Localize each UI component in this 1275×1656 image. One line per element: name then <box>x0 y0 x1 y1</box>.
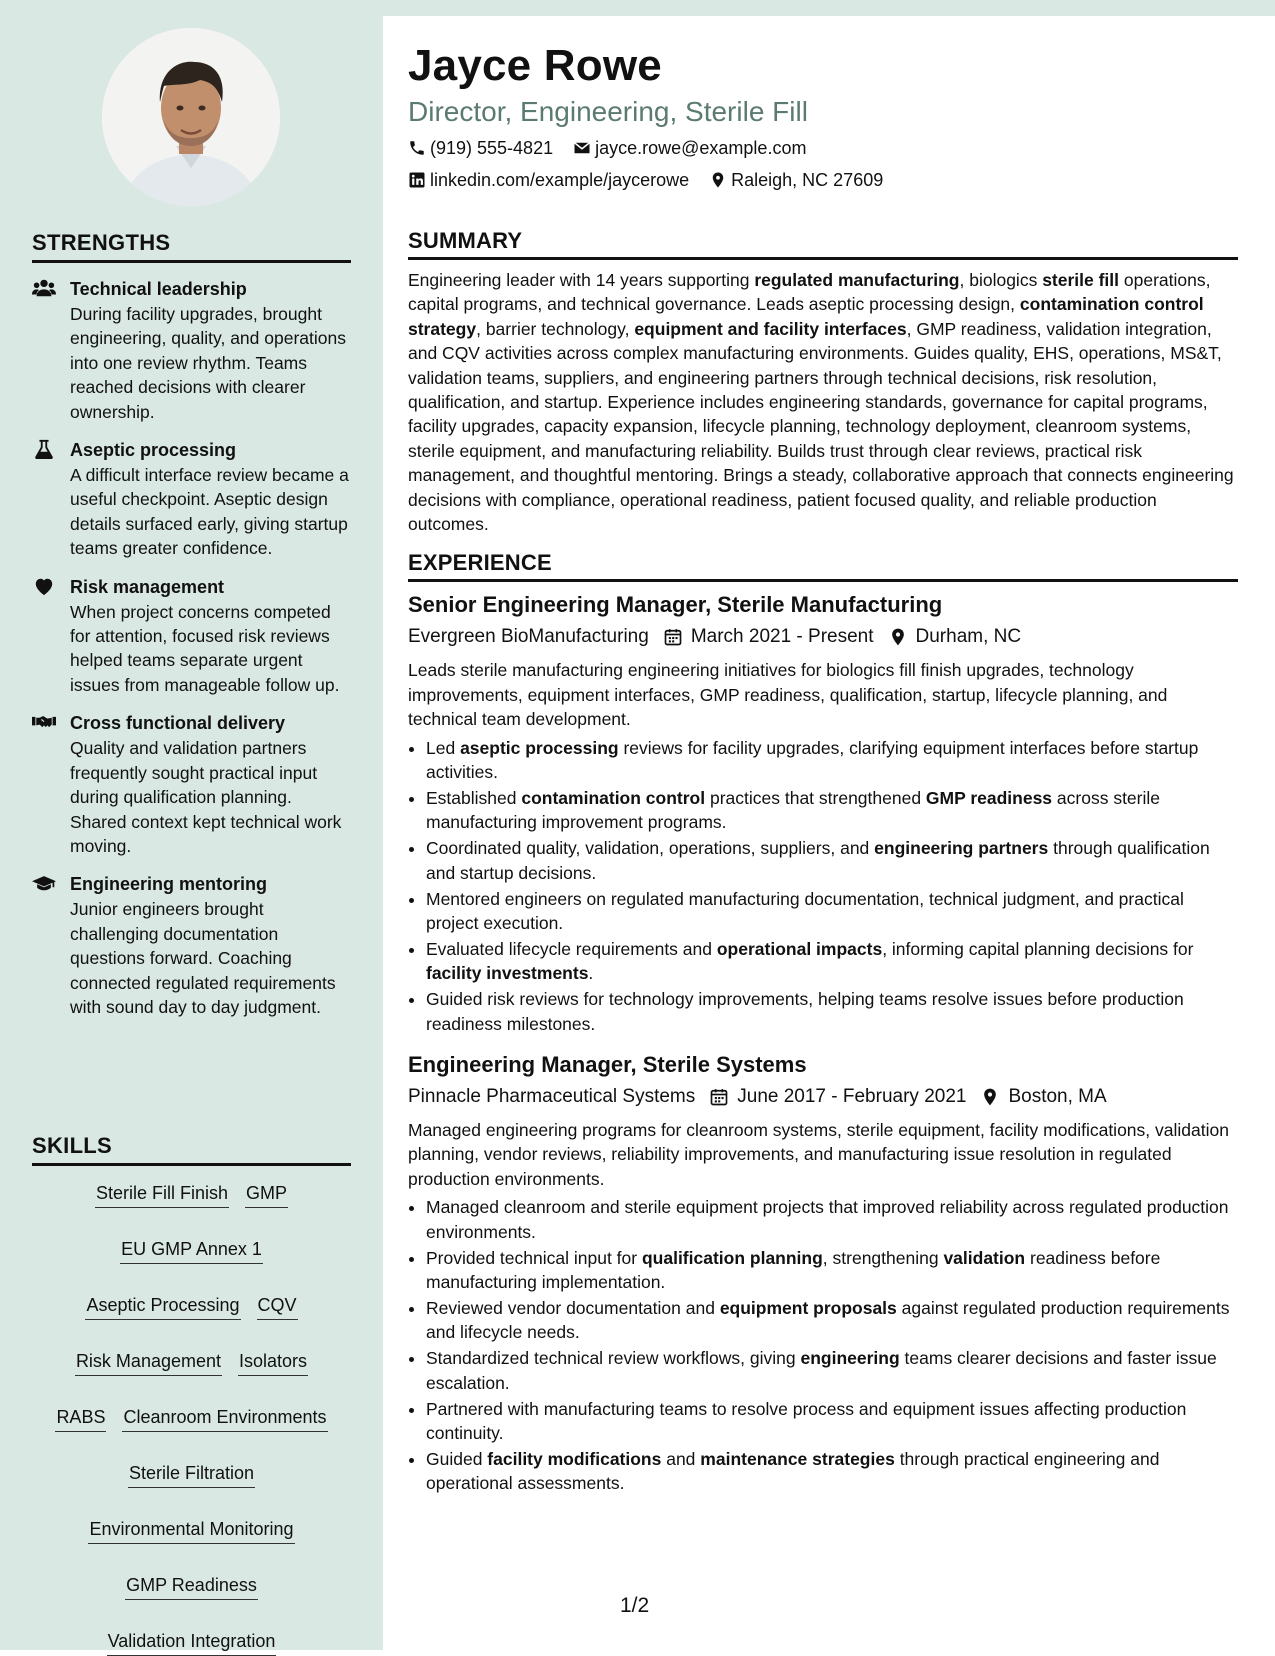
job-bullet: • Coordinated quality, validation, operations, suppliers, and engineering partners through qualification and startup decisions. <box>426 836 1238 885</box>
strength-desc: Quality and validation partners frequently sought practical input during qualification planning. Shared context kept technical work moving. <box>70 738 342 856</box>
job-bullets <box>408 736 1238 1036</box>
job-summary: Leads sterile manufacturing engineering initiatives for biologics fill finish upgrades, technology improvements, equipment interfaces, GMP readiness, qualification, startup, lifecycle planning, and technical team development. <box>408 660 1168 730</box>
job-bullet: • Evaluated lifecycle requirements and operational impacts, informing capital planning decisions for facility investments. <box>426 937 1238 986</box>
avatar-icon <box>102 28 280 206</box>
main-column <box>408 40 1238 1497</box>
flask-icon <box>32 439 56 459</box>
job-dates: March 2021 - Present <box>690 626 874 648</box>
skill-tag: RABS <box>55 1404 106 1432</box>
summary-heading: SUMMARY <box>408 228 1238 260</box>
location-text: Raleigh, NC 27609 <box>731 170 884 190</box>
strength-item <box>32 711 351 858</box>
bold-keyword: maintenance strategies <box>700 1448 895 1469</box>
skill-tag: Isolators <box>238 1348 308 1376</box>
email-icon <box>573 139 591 157</box>
skill-tag: GMP Readiness <box>125 1572 258 1600</box>
summary-text: Engineering leader with 14 years supporting regulated manufacturing, biologics sterile fill operations, capital programs, and technical governance. Leads aseptic processing design, contamination control strategy, barrier technology, equipment and facility interfaces, GMP readiness, validation integration, and CQV activities across complex manufacturing environments. Guides quality, EHS, operations, MS&T, validation teams, suppliers, and engineering partners through technical decisions, risk resolution, qualification, and startup. Experience includes engineering standards, governance for capital programs, facility upgrades, capacity expansion, lifecycle planning, technology deployment, cleanroom systems, sterile equipment, and manufacturing reliability. Builds trust through clear reviews, practical risk management, and thoughtful mentoring. Brings a steady, collaborative approach that connects engineering decisions with compliance, operational readiness, patient focused quality, and reliable production outcomes. <box>408 270 1234 535</box>
profile-photo <box>102 28 280 206</box>
bold-keyword: engineering partners <box>874 838 1049 859</box>
skill-tag: CQV <box>257 1292 298 1320</box>
skill-tag: GMP <box>245 1180 288 1208</box>
job-summary: Managed engineering programs for cleanroom systems, sterile equipment, facility modifications, validation planning, vendor reviews, reliability improvements, and manufacturing issue resolution in regulated production environments. <box>408 1120 1229 1189</box>
bold-keyword: contamination control <box>521 788 706 808</box>
skills-list <box>32 1180 351 1656</box>
strength-title: Aseptic processing <box>70 440 237 461</box>
strength-desc: When project concerns competed for attention, focused risk reviews helped teams separate urgent issues from manageable follow up. <box>70 601 340 695</box>
strength-item <box>32 575 351 698</box>
job-bullet: • Reviewed vendor documentation and equipment proposals against regulated production requirements and lifecycle needs. <box>426 1296 1238 1345</box>
job-dates: June 2017 - February 2021 <box>737 1086 967 1108</box>
bold-keyword: qualification planning <box>641 1247 823 1268</box>
skill-tag: Risk Management <box>75 1348 222 1376</box>
job-bullets <box>408 1195 1238 1495</box>
job-bullet: • Provided technical input for qualification planning, strengthening validation readiness before manufacturing implementation. <box>426 1246 1238 1295</box>
strength-title: Risk management <box>70 576 225 597</box>
bold-keyword: facility investments <box>426 963 589 984</box>
bold-keyword: equipment proposals <box>719 1297 897 1318</box>
bold-keyword: sterile fill <box>1042 270 1120 290</box>
jobs-list <box>408 590 1238 1495</box>
candidate-title: Director, Engineering, Sterile Fill <box>408 96 808 127</box>
heart-icon <box>32 576 56 596</box>
strength-title: Technical leadership <box>70 279 247 299</box>
job-entry <box>408 590 1238 1036</box>
job-location: Durham, NC <box>915 626 1022 648</box>
summary-section <box>408 228 1238 536</box>
job-title: Senior Engineering Manager, Sterile Manufacturing <box>408 592 943 618</box>
experience-section <box>408 550 1238 1495</box>
strength-desc: During facility upgrades, brought engineering, quality, and operations into one review rhythm. Teams reached decisions with clearer ownership. <box>70 304 346 422</box>
contact-line-2 <box>408 164 1238 196</box>
job-bullet: • Established contamination control practices that strengthened GMP readiness across sterile manufacturing improvement programs. <box>426 786 1238 835</box>
job-company: Pinnacle Pharmaceutical Systems <box>408 1086 696 1108</box>
skill-tag: Environmental Monitoring <box>88 1516 294 1544</box>
strength-title: Engineering mentoring <box>70 874 268 895</box>
strength-desc: A difficult interface review became a useful checkpoint. Aseptic design details surfaced early, giving startup teams greater confidence. <box>70 465 349 559</box>
job-bullet: • Led aseptic processing reviews for facility upgrades, clarifying equipment interfaces before startup activities. <box>426 736 1238 785</box>
bold-keyword: validation <box>943 1247 1026 1268</box>
job-bullet: • Mentored engineers on regulated manufacturing documentation, technical judgment, and practical project execution. <box>426 887 1238 936</box>
job-bullet: • Partnered with manufacturing teams to resolve process and equipment issues affecting production continuity. <box>426 1397 1238 1446</box>
contact-line-1 <box>408 132 1238 164</box>
skill-tag: EU GMP Annex 1 <box>120 1236 263 1264</box>
strength-desc: Junior engineers brought challenging documentation questions forward. Coaching connected regulated requirements with sound day to day judgment. <box>70 899 336 1017</box>
handshake-icon <box>32 712 56 732</box>
candidate-name: Jayce Rowe <box>408 41 662 90</box>
skill-tag: Cleanroom Environments <box>122 1404 327 1432</box>
linkedin-icon <box>408 171 426 189</box>
job-bullet: • Standardized technical review workflows, giving engineering teams clearer decisions and faster issue escalation. <box>426 1346 1238 1395</box>
users-icon <box>32 278 56 298</box>
calendar-icon <box>663 627 683 647</box>
strengths-section <box>32 230 351 1019</box>
strength-item <box>32 872 351 1019</box>
skill-tag: Sterile Fill Finish <box>95 1180 229 1208</box>
location-pin-icon <box>980 1087 1000 1107</box>
phone-text[interactable]: (919) 555-4821 <box>430 138 554 158</box>
strengths-heading: STRENGTHS <box>32 230 351 263</box>
job-company: Evergreen BioManufacturing <box>408 626 649 648</box>
bold-keyword: GMP readiness <box>925 788 1053 808</box>
skill-tag: Sterile Filtration <box>128 1460 255 1488</box>
bold-keyword: engineering <box>800 1348 900 1369</box>
experience-heading: EXPERIENCE <box>408 550 1238 582</box>
skill-tag: Aseptic Processing <box>85 1292 240 1320</box>
bold-keyword: facility modifications <box>487 1448 662 1469</box>
graduation-cap-icon <box>32 873 56 893</box>
bold-keyword: aseptic processing <box>460 737 619 758</box>
strength-item <box>32 438 351 561</box>
calendar-icon <box>709 1087 729 1107</box>
job-entry <box>408 1050 1238 1496</box>
strengths-list <box>32 277 351 1019</box>
location-pin-icon <box>709 171 727 189</box>
skills-heading: SKILLS <box>32 1133 351 1166</box>
job-location: Boston, MA <box>1008 1086 1107 1108</box>
job-title: Engineering Manager, Sterile Systems <box>408 1052 807 1078</box>
skills-section <box>32 1133 351 1656</box>
job-bullet: • Managed cleanroom and sterile equipment projects that improved reliability across regulated production environments. <box>426 1195 1238 1244</box>
job-meta <box>408 622 1238 652</box>
bold-keyword: equipment and facility interfaces <box>634 318 907 339</box>
bold-keyword: regulated manufacturing <box>754 270 960 290</box>
linkedin-text[interactable]: linkedin.com/example/jaycerowe <box>430 170 690 190</box>
skill-tag: Validation Integration <box>107 1628 277 1656</box>
job-meta <box>408 1082 1238 1112</box>
location-pin-icon <box>888 627 908 647</box>
job-bullet: • Guided risk reviews for technology improvements, helping teams resolve issues before production readiness milestones. <box>426 987 1238 1036</box>
strength-item <box>32 277 351 424</box>
bold-keyword: operational impacts <box>716 938 883 959</box>
phone-icon <box>408 139 426 157</box>
job-bullet: • Guided facility modifications and maintenance strategies through practical engineering and operational assessments. <box>426 1447 1238 1496</box>
email-text[interactable]: jayce.rowe@example.com <box>595 138 807 158</box>
strength-title: Cross functional delivery <box>70 713 286 734</box>
bold-keyword: contamination control strategy <box>408 294 1204 339</box>
page-number: 1/2 <box>620 1594 650 1617</box>
